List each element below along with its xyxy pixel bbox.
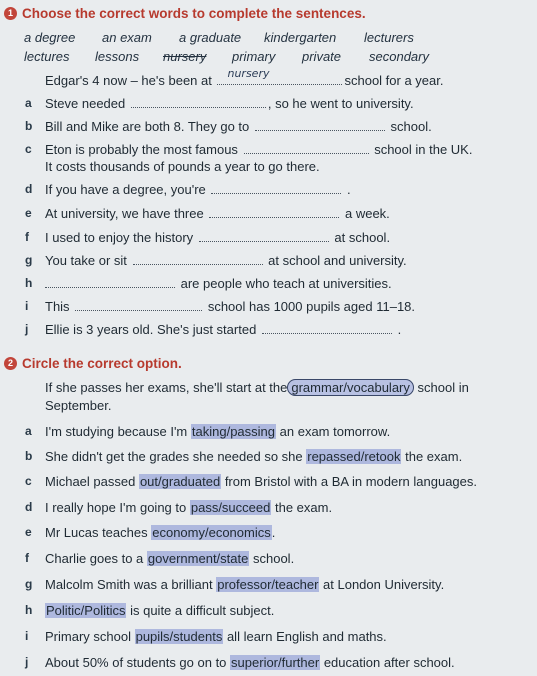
item-label: i bbox=[25, 299, 29, 313]
item-label: e bbox=[25, 206, 32, 220]
exercise-number-badge: 2 bbox=[4, 357, 17, 370]
option-choice[interactable]: pass/succeed bbox=[190, 500, 271, 515]
answer-blank[interactable] bbox=[211, 182, 341, 194]
word-option: an exam bbox=[102, 30, 152, 45]
option-choice[interactable]: economy/economics bbox=[152, 525, 271, 540]
answer-blank[interactable] bbox=[262, 322, 392, 334]
exercise-2-heading bbox=[4, 356, 182, 371]
item-label: g bbox=[25, 253, 33, 267]
word-option: kindergarten bbox=[264, 30, 337, 45]
answer-blank[interactable] bbox=[75, 299, 202, 311]
option-choice[interactable]: government/state bbox=[147, 551, 249, 566]
item-label: h bbox=[25, 603, 33, 617]
circled-option: grammar/vocabulary bbox=[287, 379, 414, 396]
item-label: j bbox=[25, 655, 29, 669]
word-option: lessons bbox=[95, 49, 140, 64]
answer-blank[interactable] bbox=[209, 206, 339, 218]
exercise-1-heading bbox=[4, 6, 366, 21]
word-option-used: nursery bbox=[163, 49, 207, 64]
word-option: primary bbox=[232, 49, 276, 64]
answer-blank[interactable] bbox=[255, 119, 385, 131]
answer-blank[interactable] bbox=[244, 142, 369, 154]
item-label: d bbox=[25, 500, 33, 514]
item-label: c bbox=[25, 474, 32, 488]
item-label: d bbox=[25, 182, 33, 196]
handwritten-answer: nursery bbox=[227, 67, 270, 80]
option-choice[interactable]: Politic/Politics bbox=[46, 603, 126, 618]
answer-blank bbox=[217, 67, 342, 85]
option-choice[interactable]: professor/teacher bbox=[217, 577, 319, 592]
word-option: lectures bbox=[24, 49, 70, 64]
word-option: a degree bbox=[24, 30, 76, 45]
item-label: i bbox=[25, 629, 29, 643]
item-label: b bbox=[25, 449, 33, 463]
item-label: c bbox=[25, 142, 32, 156]
word-option: private bbox=[302, 49, 342, 64]
item-label: h bbox=[25, 276, 33, 290]
option-choice[interactable]: superior/further bbox=[231, 655, 320, 670]
item-label: f bbox=[25, 230, 29, 244]
item-label: a bbox=[25, 424, 32, 438]
item-label: g bbox=[25, 577, 33, 591]
exercise-2-instruction: Circle the correct option. bbox=[22, 356, 182, 371]
item-label: e bbox=[25, 525, 32, 539]
answer-blank[interactable] bbox=[45, 276, 175, 288]
option-choice[interactable]: taking/passing bbox=[191, 424, 276, 439]
item-label: f bbox=[25, 551, 29, 565]
option-choice[interactable]: pupils/students bbox=[135, 629, 223, 644]
item-label: a bbox=[25, 96, 32, 110]
word-option: a graduate bbox=[179, 30, 242, 45]
workbook-page: 1 Choose the correct words to complete the sentences. a degree an exam a graduate kindergarten lecturers lectures lessons nursery primary private secondary Edgar's 4 now – he's been at nursery school for a year. a Steve needed , so he went to university. b Bill and Mike are both 8. They go to school. c Eton is probably the most famous school in the UK. It costs thousands of pounds a year to go there. d If you have a degree, you're . e At university, we have three a week. f I used to enjoy the history at school. g You take or sit at school and university. h are people who teach at universities. i This school has 1000 pupils aged 11–18. j Ellie is 3 years old. She's just started . 2 Circle the correct option. If she passes her exams, she'll start at the grammar/vocabulary school in September. a I'm studying because I'm taking/passing an exam tomorrow. b She didn't get the grades she needed so she repassed/retook the exam. c Michael passed out/graduated from Bristol with a BA in modern languages. d I really hope I'm going to pass/succeed the exam. e Mr Lucas teaches economy/economics. f Charlie goes to a government/state school. g Malcolm Smith was a brilliant professor/teacher at London University. h Politic/Politics is quite a difficult subject. i Primary school pupils/students all learn English and maths. j About 50% of students go on to superior/further education after school. bbox=[0, 0, 537, 676]
option-choice[interactable]: out/graduated bbox=[139, 474, 221, 489]
option-choice[interactable]: repassed/retook bbox=[307, 449, 401, 464]
exercise-1-instruction: Choose the correct words to complete the sentences. bbox=[22, 6, 366, 21]
answer-blank[interactable] bbox=[131, 96, 266, 108]
exercise-number-badge: 1 bbox=[4, 7, 17, 20]
answer-blank[interactable] bbox=[133, 253, 263, 265]
word-option: secondary bbox=[369, 49, 429, 64]
item-label: b bbox=[25, 119, 33, 133]
word-option: lecturers bbox=[364, 30, 414, 45]
answer-blank[interactable] bbox=[199, 230, 329, 242]
item-label: j bbox=[25, 322, 29, 336]
